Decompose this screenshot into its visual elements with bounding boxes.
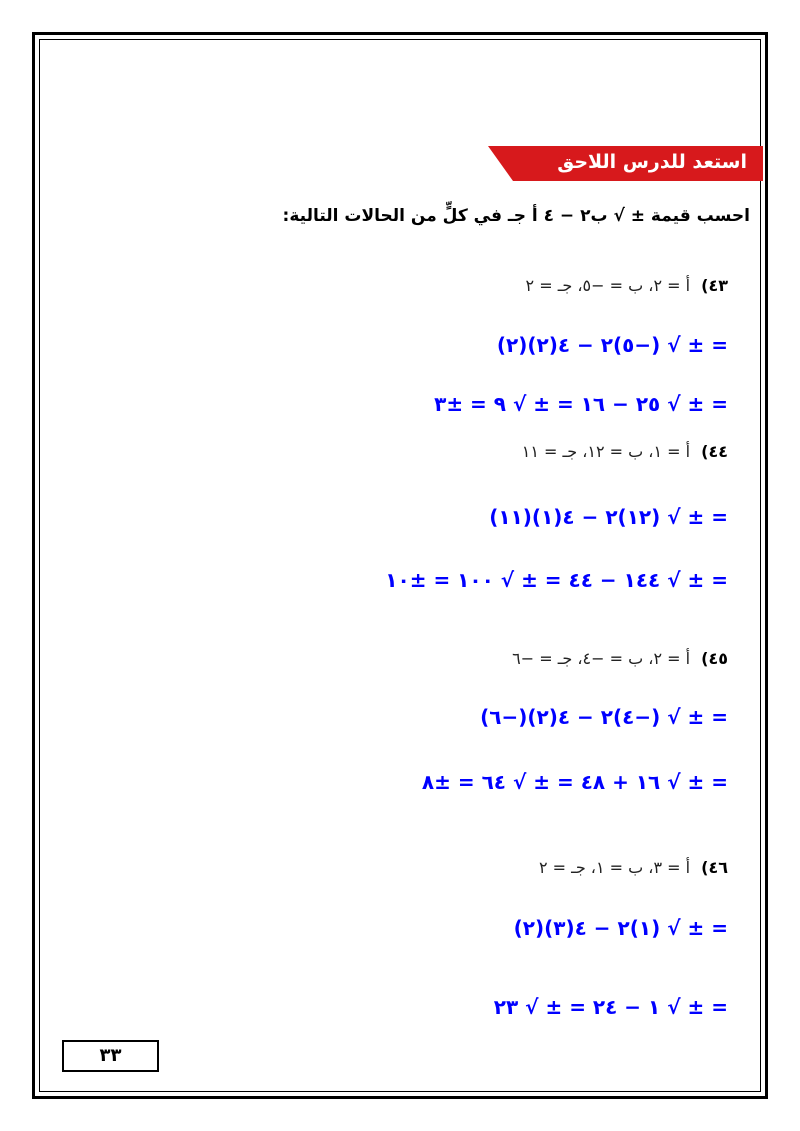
problem-44-step-1: = ± √ (١٢)٢ − ٤(١)(١١)	[489, 505, 728, 529]
problem-43	[526, 276, 728, 295]
problem-given: أ = ٢، ب = −٤، جـ = −٦	[512, 649, 691, 668]
page-number: ٣٣	[62, 1040, 159, 1072]
problem-44-step-2: = ± √ ١٤٤ − ٤٤ = ± √ ١٠٠ = ±١٠	[385, 568, 728, 592]
problem-45-step-1: = ± √ (−٤)٢ − ٤(٢)(−٦)	[480, 705, 728, 729]
problem-45-step-2: = ± √ ١٦ + ٤٨ = ± √ ٦٤ = ±٨	[421, 770, 728, 794]
problem-given: أ = ١، ب = ١٢، جـ = ١١	[521, 442, 691, 461]
problem-46-step-2: = ± √ ١ − ٢٤ = ± √ ٢٣	[493, 995, 728, 1019]
problem-given: أ = ٣، ب = ١، جـ = ٢	[538, 858, 691, 877]
problem-number: ٤٦)	[701, 858, 728, 877]
problem-46	[539, 858, 728, 877]
problem-45	[512, 649, 728, 668]
section-banner	[488, 146, 763, 181]
problem-44	[522, 442, 728, 461]
problem-number: ٤٥)	[701, 649, 728, 668]
problem-number: ٤٤)	[701, 442, 728, 461]
problem-43-step-2: = ± √ ٢٥ − ١٦ = ± √ ٩ = ±٣	[434, 392, 728, 416]
problem-43-step-1: = ± √ (−٥)٢ − ٤(٢)(٢)	[496, 333, 728, 357]
instruction-text: احسب قيمة ± √ ب٢ − ٤ أ جـ في كلٍّ من الحالات التالية:	[282, 206, 750, 226]
problem-number: ٤٣)	[701, 276, 728, 295]
problem-given: أ = ٢، ب = −٥، جـ = ٢	[525, 276, 691, 295]
problem-46-step-1: = ± √ (١)٢ − ٤(٣)(٢)	[513, 916, 728, 940]
section-title: استعد للدرس اللاحق	[557, 151, 747, 173]
